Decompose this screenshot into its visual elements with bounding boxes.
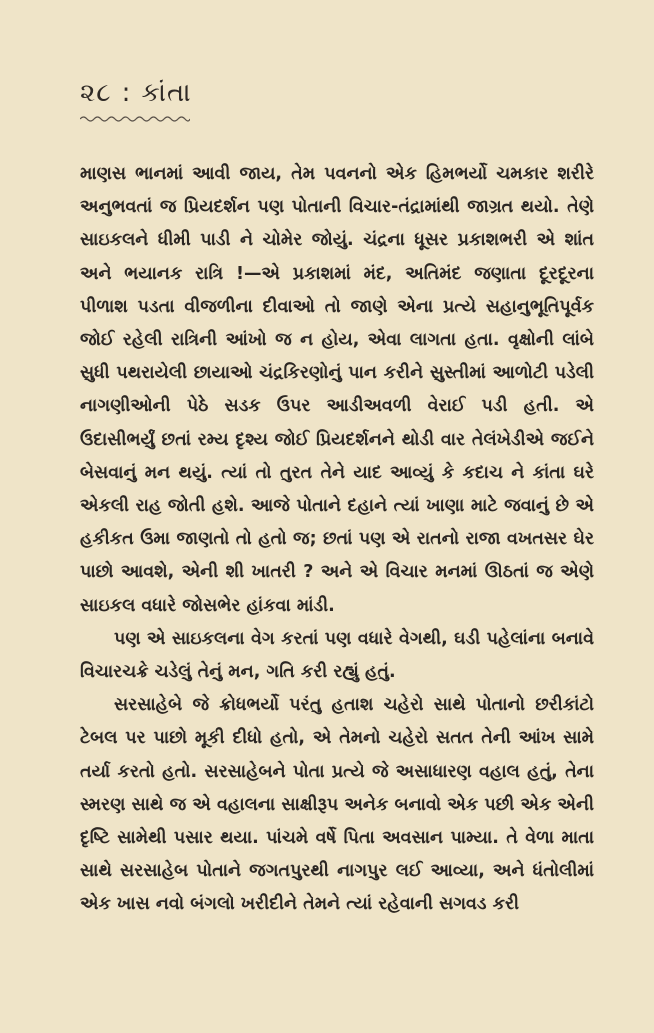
paragraph-2: પણ એ સાઇકલના વેગ કરતાં પણ વધારે વેગથી, ઘડી પહેલાંના બનાવે વિચારચક્રે ચડેલું તેનું મન, ગતિ કરી રહ્યું હતું. xyxy=(80,628,594,683)
paragraph-1: માણસ ભાનમાં આવી જાય, તેમ પવનનો એક હિમભર્યો ચમકાર શરીરે અનુભવતાં જ પ્રિયદર્શન પણ પોતાની વિચાર-તંદ્રામાંથી જાગ્રત થયો. તેણે સાઇકલને ધીમી પાડી ને ચોમેર જોયું. ચંદ્રના ધૂસર પ્રકાશભરી એ શાંત અને ભયાનક રાત્રિ !—એ પ્રકાશમાં મંદ, અતિમંદ જણાતા દૂરદૂરના પીળાશ પડતા વીજળીના દીવાઓ તો જાણે એના પ્રત્યે સહાનુભૂતિપૂર્વક જોઈ રહેલી રાત્રિની આંખો જ ન હોય, એવા લાગતા હતા. વૃક્ષોની લાંબે સુધી પથરાયેલી છાયાઓ ચંદ્રકિરણોનું પાન કરીને સુસ્તીમાં આળોટી પડેલી નાગણીઓની પેઠે સડક ઉપર આડીઅવળી વેરાઈ પડી હતી. એ ઉદાસીભર્યું છતાં રમ્ય દૃશ્ય જોઈ પ્રિયદર્શનને થોડી વાર તેલંખેડીએ જઈને બેસવાનું મન થયું. ત્યાં તો તુરત તેને યાદ આવ્યું કે કદાચ ને કાંતા ઘરે એકલી રાહ જોતી હશે. આજે પોતાને દહાને ત્યાં ખાણા માટે જવાનું છે એ હકીકત ઉમા જાણતો તો હતો જ; છતાં પણ એ રાતનો રાજા વખતસર ઘેર પાછો આવશે, એની શી ખાતરી ? અને એ વિચાર મનમાં ઊઠતાં જ એણે સાઇકલ વધારે જોસભેર હાંકવા માંડી. xyxy=(80,164,594,616)
body-text xyxy=(80,158,594,922)
wavy-underline-ornament xyxy=(80,114,190,124)
paragraph-3: સરસાહેબે જે ક્રોધભર્યો પરંતુ હતાશ ચહેરો સાથે પોતાનો છરીકાંટો ટેબલ પર પાછો મૂકી દીધો હતો, એ તેમનો ચહેરો સતત તેની આંખ સામે તર્યા કરતો હતો. સરસાહેબને પોતા પ્રત્યે જે અસાધારણ વહાલ હતું, તેના સ્મરણ સાથે જ એ વહાલના સાક્ષીરૂપ અનેક બનાવો એક પછી એક એની દૃષ્ટિ સામેથી પસાર થયા. પાંચમે વર્ષે પિતા અવસાન પામ્યા. તે વેળા માતા સાથે સરસાહેબ પોતાને જગતપુરથી નાગપુર લઈ આવ્યા, અને ધંતોલીમાં એક ખાસ નવો બંગલો ખરીદીને તેમને ત્યાં રહેવાની સગવડ કરી xyxy=(80,695,594,915)
book-title: કાંતા xyxy=(141,78,192,108)
header-separator: : xyxy=(121,78,132,108)
page-number: ૨૮ xyxy=(80,78,112,108)
running-header xyxy=(80,78,594,109)
